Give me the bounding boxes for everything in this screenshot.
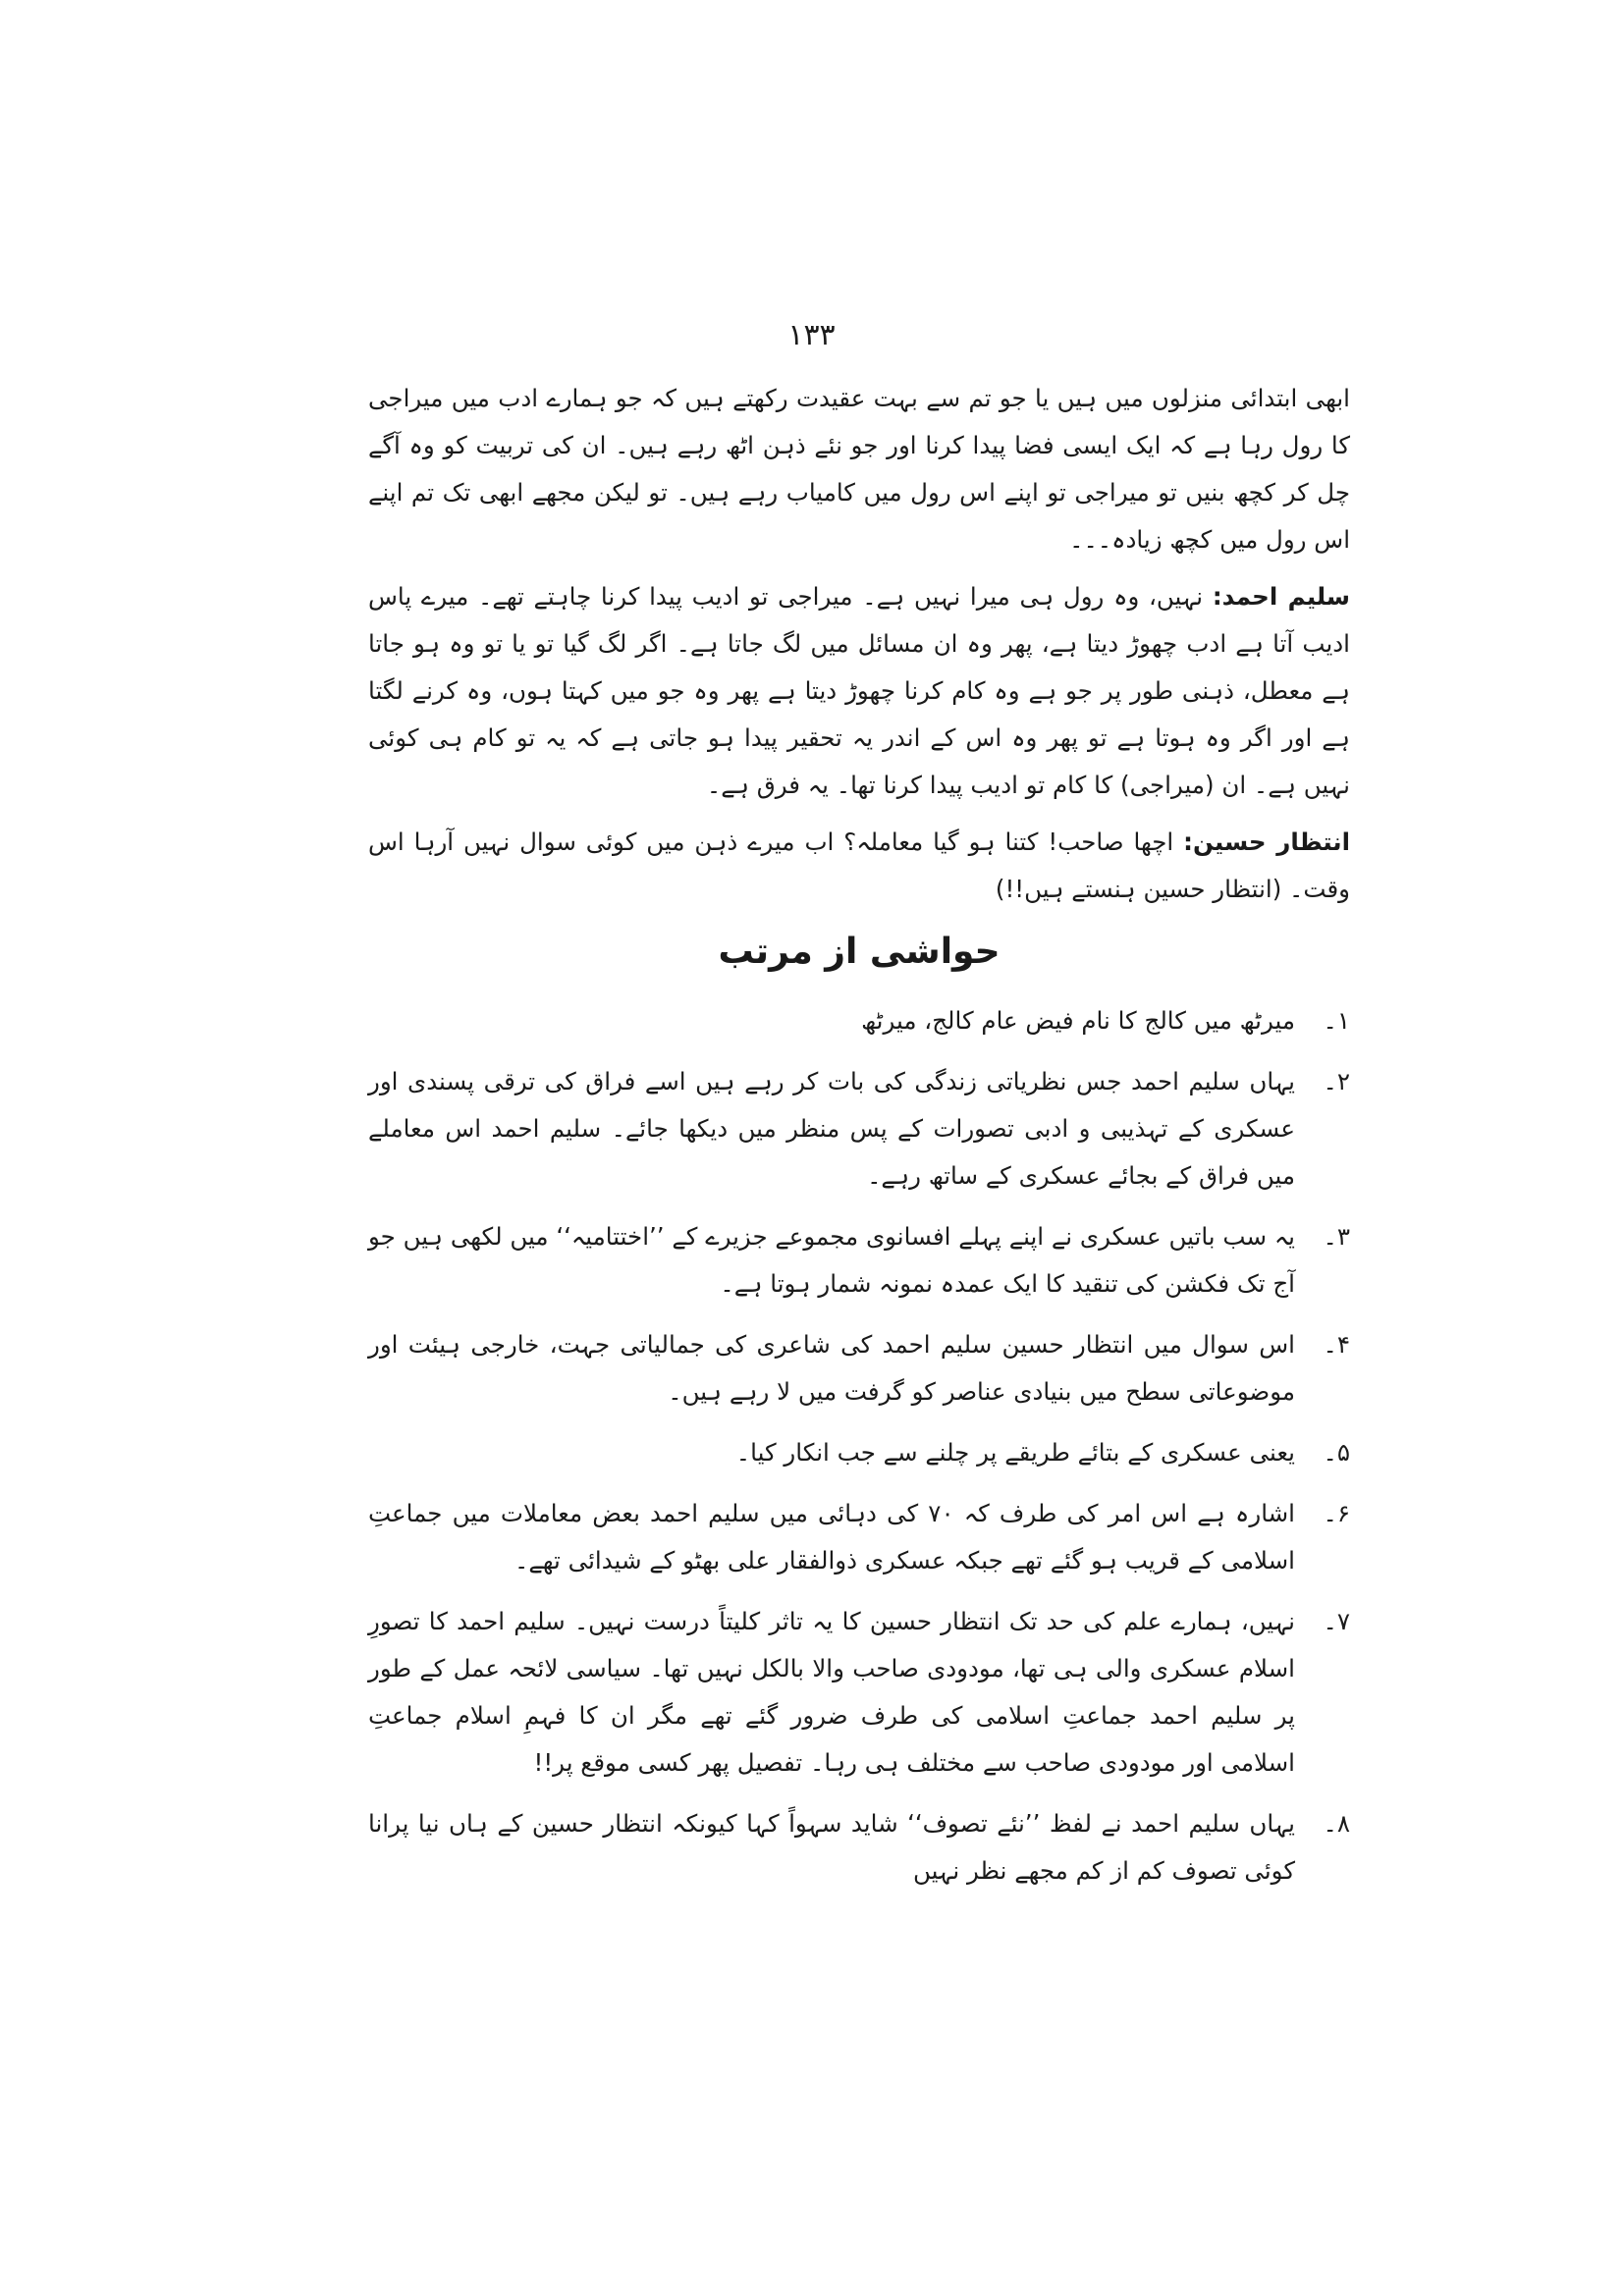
page-number: ۱۳۳ — [787, 318, 836, 352]
note-number: ۸۔ — [1323, 1809, 1350, 1838]
note-number: ۶۔ — [1323, 1499, 1350, 1527]
note-number: ۳۔ — [1323, 1222, 1350, 1251]
paragraph-intro — [368, 375, 1350, 563]
note-text: اس سوال میں انتظار حسین سلیم احمد کی شاعری کی جمالیاتی جہت، خارجی ہیئت اور موضوعاتی سطح میں بنیادی عناصر کو گرفت میں لا رہے ہیں۔ — [368, 1330, 1295, 1406]
note-text: یعنی عسکری کے بتائے طریقے پر چلنے سے جب انکار کیا۔ — [735, 1438, 1295, 1467]
note-number: ۱۔ — [1323, 1006, 1350, 1035]
note-text: یہ سب باتیں عسکری نے اپنے پہلے افسانوی مجموعے جزیرے کے ’’اختتامیہ‘‘ میں لکھی ہیں جو آج تک فکشن کی تنقید کا ایک عمدہ نمونہ شمار ہوتا ہے۔ — [368, 1222, 1295, 1298]
speaker-label: سلیم احمد: — [1212, 582, 1350, 611]
notes-list — [368, 997, 1350, 1895]
note-text: یہاں سلیم احمد جس نظریاتی زندگی کی بات کر رہے ہیں اسے فراق کی ترقی پسندی اور عسکری کے تہذیبی و ادبی تصورات کے پس منظر میں دیکھا جائے۔ سلیم احمد اس معاملے میں فراق کے بجائے عسکری کے ساتھ رہے۔ — [368, 1067, 1295, 1190]
note-number: ۷۔ — [1323, 1607, 1350, 1635]
note-text: اشارہ ہے اس امر کی طرف کہ ۷۰ کی دہائی میں سلیم احمد بعض معاملات میں جماعتِ اسلامی کے قریب ہو گئے تھے جبکہ عسکری ذوالفقار علی بھٹو کے شیدائی تھے۔ — [368, 1499, 1295, 1575]
note-item — [368, 997, 1350, 1044]
paragraph-text: ابھی ابتدائی منزلوں میں ہیں یا جو تم سے بہت عقیدت رکھتے ہیں کہ جو ہمارے ادب میں میراجی کا رول رہا ہے کہ ایک ایسی فضا پیدا کرنا اور جو نئے ذہن اٹھ رہے ہیں۔ ان کی تربیت کو وہ آگے چل کر کچھ بنیں تو میراجی تو اپنے اس رول میں کامیاب رہے ہیں۔ تو لیکن مجھے ابھی تک تم اپنے اس رول میں کچھ زیادہ۔۔۔ — [368, 384, 1350, 554]
paragraph-saleem-ahmad — [368, 573, 1350, 809]
speaker-label: انتظار حسین: — [1183, 828, 1350, 856]
note-item — [368, 1213, 1350, 1308]
note-text: نہیں، ہمارے علم کی حد تک انتظار حسین کا یہ تاثر کلیتاً درست نہیں۔ سلیم احمد کا تصورِ اسلام عسکری والی ہی تھا، مودودی صاحب والا بالکل نہیں تھا۔ سیاسی لائحہ عمل کے طور پر سلیم احمد جماعتِ اسلامی کی طرف ضرور گئے تھے مگر ان کا فہمِ اسلام جماعتِ اسلامی اور مودودی صاحب سے مختلف ہی رہا۔ تفصیل پھر کسی موقع پر!! — [368, 1607, 1295, 1777]
note-item — [368, 1429, 1350, 1476]
note-number: ۲۔ — [1323, 1067, 1350, 1095]
note-number: ۵۔ — [1323, 1438, 1350, 1467]
paragraph-text: اچھا صاحب! کتنا ہو گیا معاملہ؟ اب میرے ذہن میں کوئی سوال نہیں آرہا اس وقت۔ (انتظار حسین ہنستے ہیں!!) — [368, 828, 1350, 903]
note-text: میرٹھ میں کالج کا نام فیض عام کالج، میرٹھ — [861, 1006, 1295, 1035]
note-item — [368, 1598, 1350, 1787]
page-content — [368, 375, 1350, 1908]
notes-heading: حواشی از مرتب — [718, 932, 1001, 972]
note-item — [368, 1058, 1350, 1200]
paragraph-intizar-hussain — [368, 819, 1350, 913]
note-item — [368, 1321, 1350, 1415]
paragraph-text: نہیں، وہ رول ہی میرا نہیں ہے۔ میراجی تو ادیب پیدا کرنا چاہتے تھے۔ میرے پاس ادیب آتا ہے ادب چھوڑ دیتا ہے، پھر وہ ان مسائل میں لگ جاتا ہے۔ اگر لگ گیا تو یا تو وہ ہو جاتا ہے معطل، ذہنی طور پر جو ہے وہ کام کرنا چھوڑ دیتا ہے پھر وہ جو میں کہتا ہوں، وہ کرنے لگتا ہے اور اگر وہ ہوتا ہے تو پھر وہ اس کے اندر یہ تحقیر پیدا ہو جاتی ہے کہ یہ تو کام ہی کوئی نہیں ہے۔ ان (میراجی) کا کام تو ادیب پیدا کرنا تھا۔ یہ فرق ہے۔ — [368, 582, 1350, 799]
note-text: یہاں سلیم احمد نے لفظ ’’نئے تصوف‘‘ شاید سہواً کہا کیونکہ انتظار حسین کے ہاں نیا پرانا کوئی تصوف کم از کم مجھے نظر نہیں — [368, 1809, 1295, 1885]
note-item — [368, 1490, 1350, 1584]
note-item — [368, 1800, 1350, 1895]
note-number: ۴۔ — [1323, 1330, 1350, 1359]
